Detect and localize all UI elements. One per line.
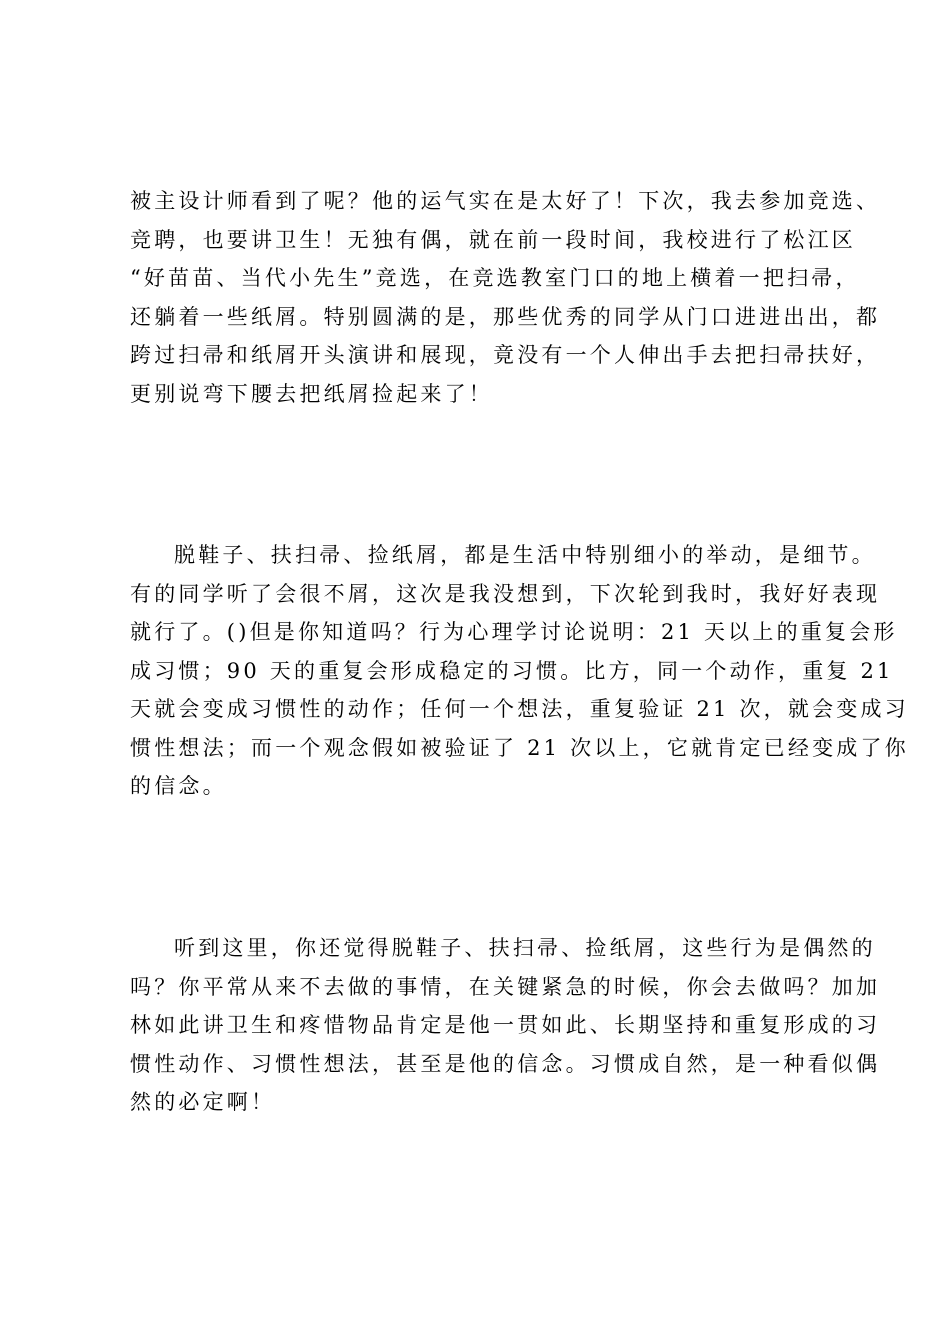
- text-line: 惯性想法；而一个观念假如被验证了 21 次以上，它就肯定已经变成了你: [130, 735, 909, 760]
- text-line-indented: 听到这里，你还觉得脱鞋子、扶扫帚、捡纸屑，这些行为是偶然的: [174, 936, 876, 960]
- paragraph-1: [130, 182, 881, 413]
- text-line: 被主设计师看到了呢？他的运气实在是太好了！下次，我去参加竞选、: [130, 189, 881, 213]
- text-line: 跨过扫帚和纸屑开头演讲和展现，竟没有一个人伸出手去把扫帚扶好，: [130, 343, 881, 367]
- text-line: “好苗苗、当代小先生”竞选，在竞选教室门口的地上横着一把扫帚，: [130, 266, 860, 290]
- text-line: 惯性动作、习惯性想法，甚至是他的信念。习惯成自然，是一种看似偶: [130, 1051, 881, 1076]
- text-line: 林如此讲卫生和疼惜物品肯定是他一贯如此、长期坚持和重复形成的习: [130, 1013, 881, 1037]
- text-line: 成习惯；90 天的重复会形成稳定的习惯。比方，同一个动作，重复 21: [130, 658, 894, 683]
- paragraph-2: [130, 536, 909, 806]
- text-line: 的信念。: [130, 774, 227, 798]
- text-line: 天就会变成习惯性的动作；任何一个想法，重复验证 21 次，就会变成习: [130, 697, 909, 721]
- text-line: 就行了。()但是你知道吗？行为心理学讨论说明：21 天以上的重复会形: [130, 620, 898, 644]
- text-line: 然的必定啊！: [130, 1090, 276, 1114]
- text-line: 吗？你平常从来不去做的事情，在关键紧急的时候，你会去做吗？加加: [130, 974, 881, 999]
- text-line: 还躺着一些纸屑。特别圆满的是，那些优秀的同学从门口进进出出，都: [130, 304, 881, 329]
- paragraph-3: [130, 929, 881, 1122]
- text-line: 更别说弯下腰去把纸屑捡起来了！: [130, 381, 493, 406]
- text-line: 竞聘，也要讲卫生！无独有偶，就在前一段时间，我校进行了松江区: [130, 227, 856, 252]
- text-line: 有的同学听了会很不屑，这次是我没想到，下次轮到我时，我好好表现: [130, 581, 881, 606]
- text-line-indented: 脱鞋子、扶扫帚、捡纸屑，都是生活中特别细小的举动，是细节。: [174, 543, 876, 567]
